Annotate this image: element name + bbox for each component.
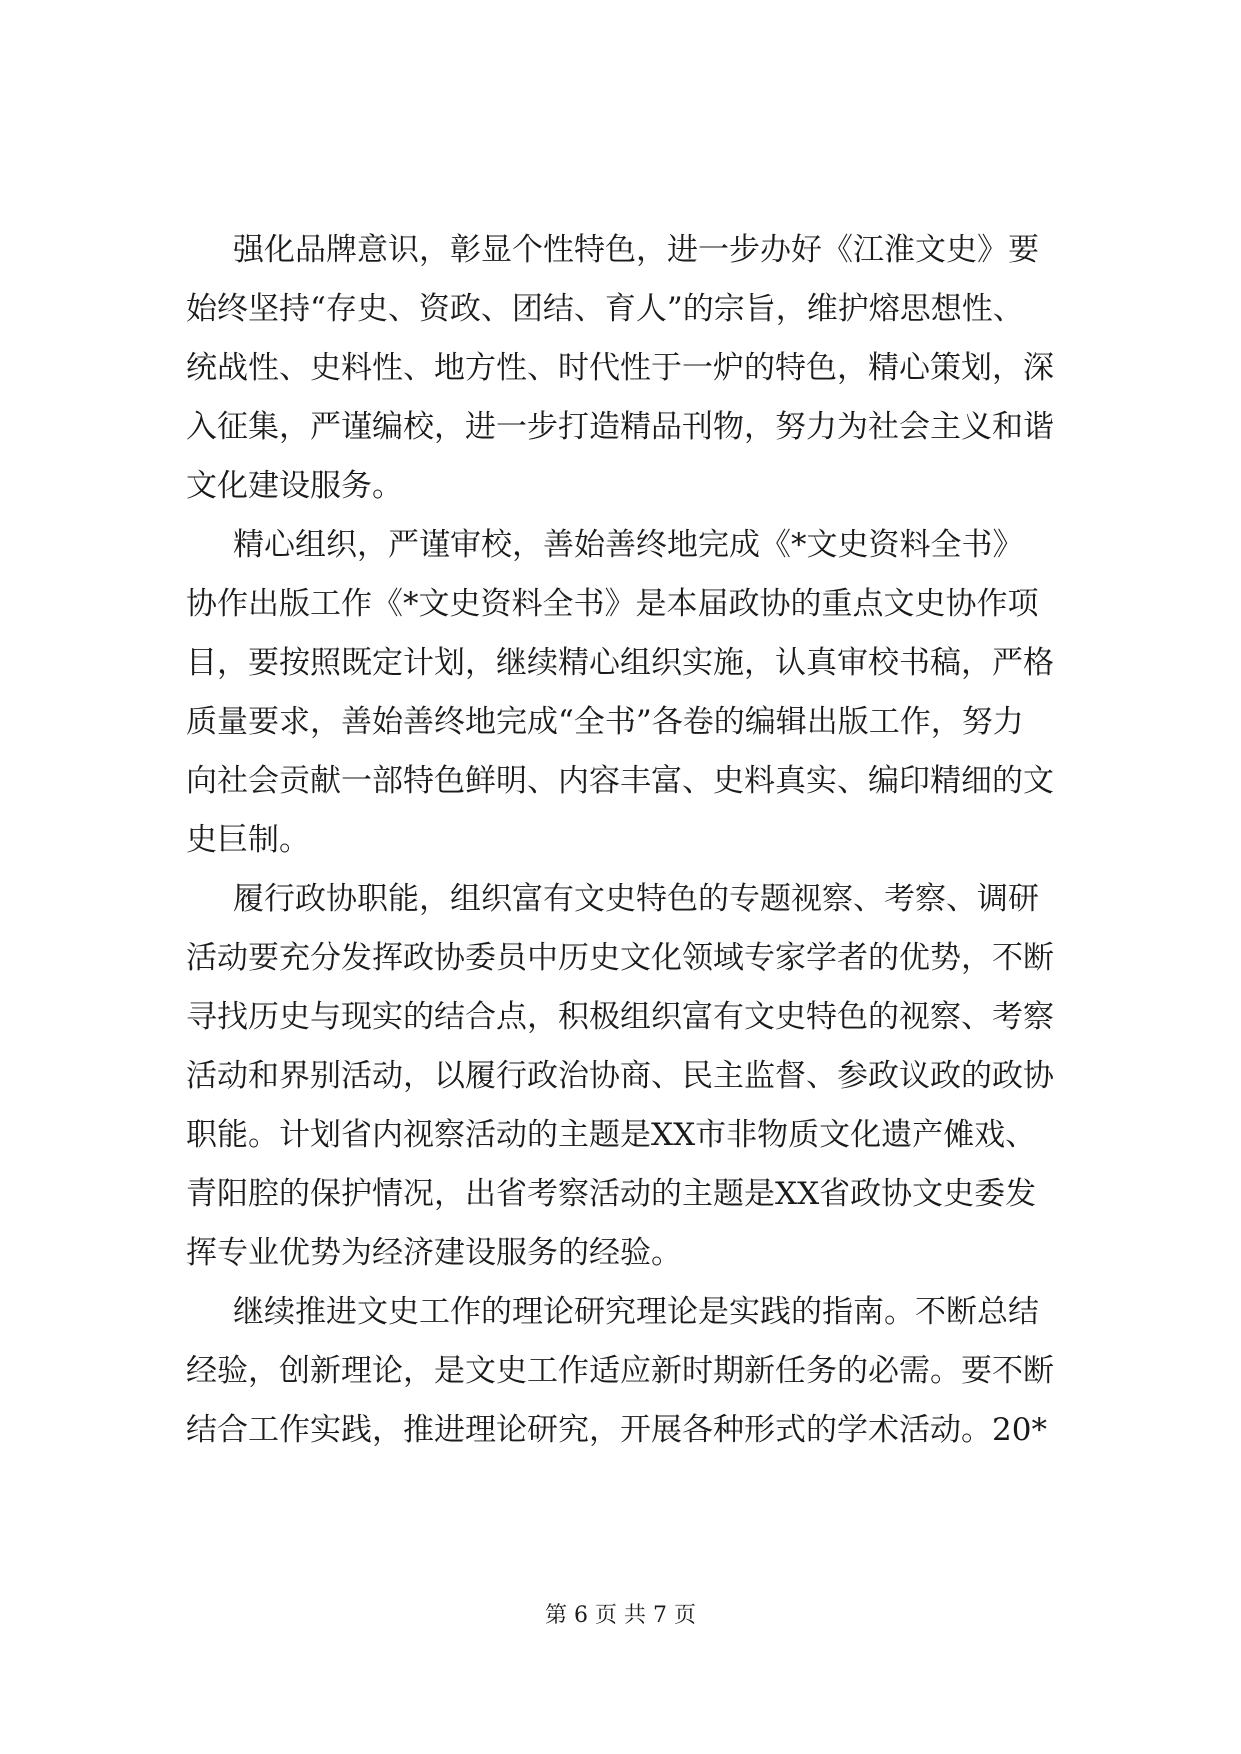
text-line: 向社会贡献一部特色鲜明、内容丰富、史料真实、编印精细的文 (186, 763, 1054, 799)
text-line: 始终坚持“存史、资政、团结、育人”的宗旨，维护熔思想性、 (186, 291, 1024, 327)
text-line: 结合工作实践，推进理论研究，开展各种形式的学术活动。20* (186, 1412, 1047, 1448)
text-line: 职能。计划省内视察活动的主题是XX市非物质文化遗产傩戏、 (186, 1117, 1037, 1153)
text-line: 协作出版工作《*文史资料全书》是本届政协的重点文史协作项 (186, 586, 1039, 622)
text-line: 精心组织，严谨审校，善始善终地完成《*文史资料全书》 (233, 527, 1024, 563)
text-line: 目，要按照既定计划，继续精心组织实施，认真审校书稿，严格 (186, 645, 1054, 681)
text-line: 继续推进文史工作的理论研究理论是实践的指南。不断总结 (233, 1294, 1039, 1330)
text-line: 挥专业优势为经济建设服务的经验。 (186, 1235, 682, 1271)
text-line: 履行政协职能，组织富有文史特色的专题视察、考察、调研 (233, 881, 1039, 917)
text-line: 质量要求，善始善终地完成“全书”各卷的编辑出版工作，努力 (186, 704, 1024, 740)
text-line: 强化品牌意识，彰显个性特色，进一步办好《江淮文史》要 (233, 232, 1039, 268)
text-line: 史巨制。 (186, 822, 310, 858)
text-line: 活动要充分发挥政协委员中历史文化领域专家学者的优势，不断 (186, 940, 1054, 976)
text-line: 青阳腔的保护情况，出省考察活动的主题是XX省政协文史委发 (186, 1176, 1037, 1212)
text-line: 文化建设服务。 (186, 468, 403, 504)
text-line: 寻找历史与现实的结合点，积极组织富有文史特色的视察、考察 (186, 999, 1054, 1035)
page-number-footer: 第 6 页 共 7 页 (545, 1603, 696, 1628)
text-line: 经验，创新理论，是文史工作适应新时期新任务的必需。要不断 (186, 1353, 1054, 1389)
text-line: 入征集，严谨编校，进一步打造精品刊物，努力为社会主义和谐 (186, 409, 1054, 445)
text-line: 活动和界别活动，以履行政治协商、民主监督、参政议政的政协 (186, 1058, 1054, 1094)
text-line: 统战性、史料性、地方性、时代性于一炉的特色，精心策划，深 (186, 350, 1054, 386)
